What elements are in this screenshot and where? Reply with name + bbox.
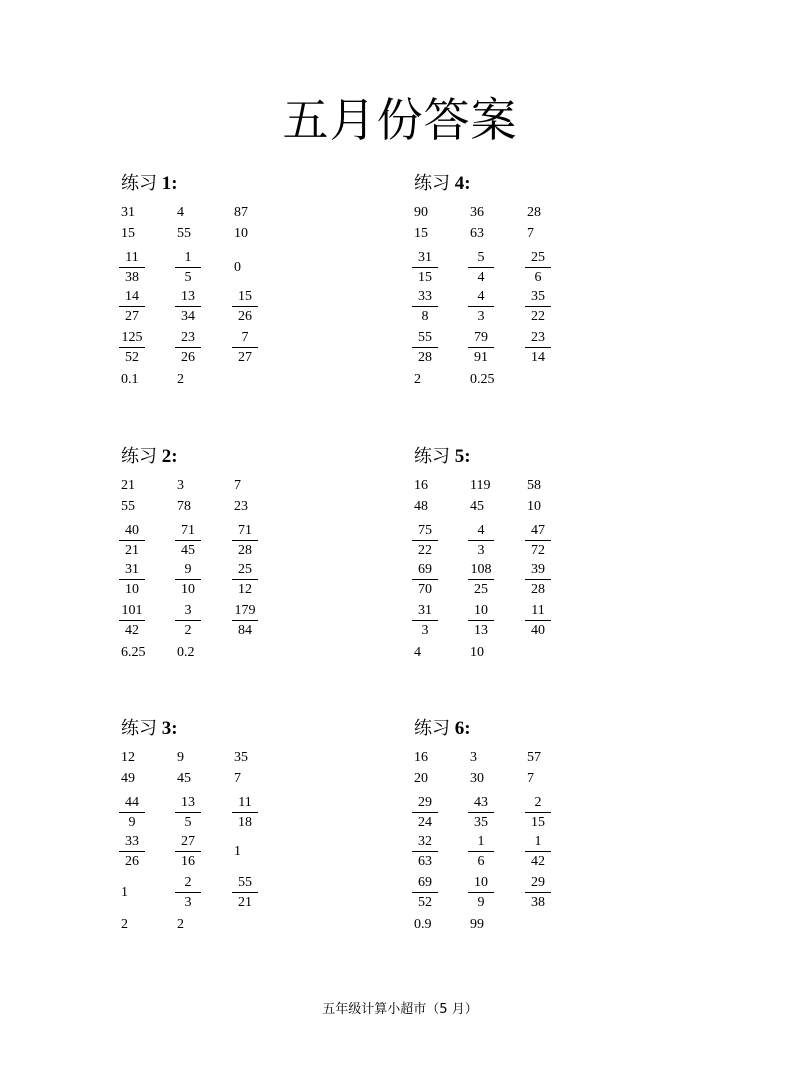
fraction-answer <box>525 523 551 559</box>
denominator: 52 <box>125 350 139 365</box>
numerator: 55 <box>238 875 252 890</box>
fraction-bar <box>175 620 201 621</box>
fraction-bar <box>525 267 551 268</box>
fraction-answer <box>232 523 258 559</box>
numerator: 101 <box>121 603 143 618</box>
answer-value: 2 <box>177 372 184 387</box>
answer-value: 2 <box>177 917 184 932</box>
denominator: 40 <box>531 623 545 638</box>
numerator: 71 <box>238 523 252 538</box>
fraction-answer <box>119 795 145 831</box>
fraction-bar <box>412 306 438 307</box>
fraction-answer <box>175 523 201 559</box>
answer-value: 49 <box>121 771 135 786</box>
exercise-section <box>121 717 361 957</box>
exercise-label: 练习 <box>414 446 450 467</box>
fraction-bar <box>175 579 201 580</box>
answer-value: 2 <box>414 372 421 387</box>
denominator: 27 <box>125 309 139 324</box>
numerator: 44 <box>125 795 139 810</box>
fraction-answer <box>412 562 438 598</box>
fraction-bar <box>175 347 201 348</box>
exercise-section <box>121 445 361 685</box>
numerator: 23 <box>531 330 545 345</box>
fraction-answer <box>175 562 201 598</box>
denominator: 2 <box>184 623 192 638</box>
fraction-answer <box>119 523 145 559</box>
answer-value: 4 <box>177 205 184 220</box>
answer-value: 0 <box>234 260 241 275</box>
fraction-answer <box>175 834 201 870</box>
fraction-answer <box>412 523 438 559</box>
denominator: 3 <box>477 309 485 324</box>
fraction-answer <box>412 289 438 325</box>
denominator: 4 <box>477 270 485 285</box>
answer-value: 1 <box>234 844 241 859</box>
denominator: 9 <box>477 895 485 910</box>
numerator: 27 <box>181 834 195 849</box>
exercise-label: 练习 <box>121 718 157 739</box>
answer-value: 0.25 <box>470 372 495 387</box>
numerator: 1 <box>477 834 485 849</box>
exercise-title <box>121 445 178 469</box>
denominator: 22 <box>418 543 432 558</box>
fraction-bar <box>412 812 438 813</box>
denominator: 38 <box>125 270 139 285</box>
answer-value: 35 <box>234 750 248 765</box>
exercise-section <box>414 172 654 412</box>
answer-value: 20 <box>414 771 428 786</box>
fraction-bar <box>525 347 551 348</box>
numerator: 10 <box>474 875 488 890</box>
fraction-bar <box>119 306 145 307</box>
page-title: 五月份答案 <box>282 93 518 147</box>
exercise-title <box>414 445 471 469</box>
numerator: 35 <box>531 289 545 304</box>
denominator: 15 <box>531 815 545 830</box>
numerator: 13 <box>181 289 195 304</box>
denominator: 42 <box>531 854 545 869</box>
fraction-answer <box>412 875 438 911</box>
numerator: 71 <box>181 523 195 538</box>
exercise-title <box>414 172 471 196</box>
exercise-number: 6: <box>450 718 471 739</box>
fraction-answer <box>525 875 551 911</box>
answer-value: 7 <box>234 771 241 786</box>
fraction-bar <box>468 267 494 268</box>
numerator: 9 <box>184 562 192 577</box>
denominator: 26 <box>125 854 139 869</box>
fraction-bar <box>232 892 258 893</box>
answer-value: 90 <box>414 205 428 220</box>
answer-value: 9 <box>177 750 184 765</box>
fraction-answer <box>468 795 494 831</box>
answer-value: 31 <box>121 205 135 220</box>
fraction-answer <box>468 250 494 286</box>
fraction-bar <box>525 540 551 541</box>
fraction-answer <box>119 250 145 286</box>
numerator: 31 <box>418 250 432 265</box>
fraction-answer <box>232 330 258 366</box>
fraction-bar <box>175 306 201 307</box>
fraction-bar <box>468 892 494 893</box>
denominator: 28 <box>418 350 432 365</box>
answer-value: 6.25 <box>121 645 146 660</box>
exercise-label: 练习 <box>121 446 157 467</box>
fraction-answer <box>119 603 145 639</box>
denominator: 15 <box>418 270 432 285</box>
numerator: 69 <box>418 562 432 577</box>
fraction-bar <box>525 892 551 893</box>
numerator: 33 <box>125 834 139 849</box>
denominator: 18 <box>238 815 252 830</box>
numerator: 29 <box>418 795 432 810</box>
numerator: 47 <box>531 523 545 538</box>
answer-value: 36 <box>470 205 484 220</box>
fraction-answer <box>232 289 258 325</box>
fraction-bar <box>525 851 551 852</box>
exercise-title <box>414 717 471 741</box>
fraction-answer <box>175 330 201 366</box>
denominator: 3 <box>421 623 429 638</box>
fraction-answer <box>175 603 201 639</box>
answer-value: 55 <box>121 499 135 514</box>
numerator: 108 <box>470 562 492 577</box>
fraction-bar <box>525 306 551 307</box>
answer-value: 1 <box>121 885 128 900</box>
denominator: 24 <box>418 815 432 830</box>
denominator: 13 <box>474 623 488 638</box>
fraction-answer <box>412 603 438 639</box>
fraction-answer <box>232 603 258 639</box>
fraction-bar <box>119 851 145 852</box>
answer-value: 10 <box>527 499 541 514</box>
exercise-number: 4: <box>450 173 471 194</box>
answer-value: 0.9 <box>414 917 432 932</box>
denominator: 45 <box>181 543 195 558</box>
exercise-label: 练习 <box>414 173 450 194</box>
answer-value: 78 <box>177 499 191 514</box>
exercise-number: 3: <box>157 718 178 739</box>
denominator: 21 <box>125 543 139 558</box>
numerator: 13 <box>181 795 195 810</box>
numerator: 32 <box>418 834 432 849</box>
fraction-answer <box>175 250 201 286</box>
fraction-answer <box>468 289 494 325</box>
fraction-bar <box>525 812 551 813</box>
answer-value: 48 <box>414 499 428 514</box>
fraction-bar <box>468 540 494 541</box>
fraction-bar <box>232 812 258 813</box>
exercise-label: 练习 <box>121 173 157 194</box>
denominator: 14 <box>531 350 545 365</box>
numerator: 11 <box>531 603 545 618</box>
fraction-answer <box>525 603 551 639</box>
fraction-answer <box>119 562 145 598</box>
fraction-bar <box>468 347 494 348</box>
fraction-bar <box>175 812 201 813</box>
fraction-bar <box>468 620 494 621</box>
answer-value: 55 <box>177 226 191 241</box>
denominator: 22 <box>531 309 545 324</box>
answer-value: 63 <box>470 226 484 241</box>
denominator: 26 <box>238 309 252 324</box>
exercise-number: 2: <box>157 446 178 467</box>
fraction-answer <box>525 289 551 325</box>
fraction-answer <box>468 523 494 559</box>
answer-value: 0.2 <box>177 645 195 660</box>
denominator: 25 <box>474 582 488 597</box>
answer-value: 21 <box>121 478 135 493</box>
fraction-answer <box>525 562 551 598</box>
fraction-answer <box>119 834 145 870</box>
fraction-bar <box>175 540 201 541</box>
numerator: 15 <box>238 289 252 304</box>
exercise-title <box>121 172 178 196</box>
numerator: 4 <box>477 523 485 538</box>
denominator: 91 <box>474 350 488 365</box>
numerator: 125 <box>121 330 143 345</box>
numerator: 75 <box>418 523 432 538</box>
fraction-bar <box>468 306 494 307</box>
numerator: 2 <box>534 795 542 810</box>
exercise-section <box>121 172 361 412</box>
answer-value: 23 <box>234 499 248 514</box>
fraction-bar <box>119 620 145 621</box>
answer-value: 99 <box>470 917 484 932</box>
numerator: 39 <box>531 562 545 577</box>
fraction-answer <box>525 834 551 870</box>
numerator: 10 <box>474 603 488 618</box>
fraction-bar <box>232 540 258 541</box>
numerator: 11 <box>238 795 252 810</box>
denominator: 12 <box>238 582 252 597</box>
denominator: 28 <box>531 582 545 597</box>
fraction-answer <box>175 795 201 831</box>
denominator: 52 <box>418 895 432 910</box>
numerator: 7 <box>241 330 249 345</box>
answer-value: 15 <box>414 226 428 241</box>
fraction-answer <box>119 330 145 366</box>
answer-value: 16 <box>414 478 428 493</box>
denominator: 5 <box>184 815 192 830</box>
fraction-bar <box>119 540 145 541</box>
fraction-bar <box>525 579 551 580</box>
fraction-bar <box>525 620 551 621</box>
numerator: 179 <box>234 603 256 618</box>
denominator: 3 <box>477 543 485 558</box>
numerator: 1 <box>534 834 542 849</box>
fraction-bar <box>468 579 494 580</box>
numerator: 25 <box>238 562 252 577</box>
fraction-answer <box>468 603 494 639</box>
fraction-bar <box>232 347 258 348</box>
fraction-bar <box>412 579 438 580</box>
exercise-section <box>414 445 654 685</box>
exercise-number: 5: <box>450 446 471 467</box>
answer-value: 58 <box>527 478 541 493</box>
fraction-answer <box>175 289 201 325</box>
exercise-title <box>121 717 178 741</box>
fraction-answer <box>119 289 145 325</box>
fraction-answer <box>412 834 438 870</box>
exercise-section <box>414 717 654 957</box>
denominator: 16 <box>181 854 195 869</box>
answer-value: 2 <box>121 917 128 932</box>
fraction-answer <box>525 795 551 831</box>
numerator: 5 <box>477 250 485 265</box>
answer-value: 28 <box>527 205 541 220</box>
fraction-bar <box>412 540 438 541</box>
numerator: 40 <box>125 523 139 538</box>
denominator: 6 <box>477 854 485 869</box>
page-footer: 五年级计算小超市（5 月） <box>322 1002 478 1017</box>
answer-value: 0.1 <box>121 372 139 387</box>
denominator: 5 <box>184 270 192 285</box>
fraction-answer <box>468 330 494 366</box>
fraction-bar <box>412 851 438 852</box>
fraction-answer <box>412 795 438 831</box>
numerator: 11 <box>125 250 139 265</box>
numerator: 29 <box>531 875 545 890</box>
answer-value: 10 <box>470 645 484 660</box>
fraction-bar <box>232 306 258 307</box>
numerator: 4 <box>477 289 485 304</box>
fraction-bar <box>468 851 494 852</box>
fraction-answer <box>468 834 494 870</box>
denominator: 21 <box>238 895 252 910</box>
fraction-answer <box>525 330 551 366</box>
answer-value: 3 <box>177 478 184 493</box>
answer-value: 4 <box>414 645 421 660</box>
fraction-answer <box>175 875 201 911</box>
numerator: 2 <box>184 875 192 890</box>
answer-value: 16 <box>414 750 428 765</box>
numerator: 25 <box>531 250 545 265</box>
numerator: 69 <box>418 875 432 890</box>
numerator: 1 <box>184 250 192 265</box>
answer-value: 45 <box>177 771 191 786</box>
denominator: 27 <box>238 350 252 365</box>
denominator: 70 <box>418 582 432 597</box>
fraction-bar <box>119 579 145 580</box>
answer-value: 7 <box>234 478 241 493</box>
fraction-bar <box>468 812 494 813</box>
fraction-answer <box>468 562 494 598</box>
fraction-bar <box>412 267 438 268</box>
answer-value: 87 <box>234 205 248 220</box>
fraction-bar <box>412 620 438 621</box>
denominator: 35 <box>474 815 488 830</box>
fraction-bar <box>119 812 145 813</box>
numerator: 79 <box>474 330 488 345</box>
answer-value: 119 <box>470 478 491 493</box>
denominator: 10 <box>125 582 139 597</box>
answer-value: 12 <box>121 750 135 765</box>
fraction-answer <box>468 875 494 911</box>
numerator: 3 <box>184 603 192 618</box>
fraction-bar <box>232 620 258 621</box>
denominator: 28 <box>238 543 252 558</box>
denominator: 6 <box>534 270 542 285</box>
fraction-bar <box>119 267 145 268</box>
fraction-answer <box>412 250 438 286</box>
numerator: 33 <box>418 289 432 304</box>
answer-value: 7 <box>527 226 534 241</box>
exercise-number: 1: <box>157 173 178 194</box>
answer-value: 15 <box>121 226 135 241</box>
fraction-bar <box>175 267 201 268</box>
fraction-answer <box>232 795 258 831</box>
fraction-answer <box>525 250 551 286</box>
answer-value: 57 <box>527 750 541 765</box>
denominator: 34 <box>181 309 195 324</box>
denominator: 63 <box>418 854 432 869</box>
denominator: 84 <box>238 623 252 638</box>
numerator: 14 <box>125 289 139 304</box>
denominator: 26 <box>181 350 195 365</box>
denominator: 38 <box>531 895 545 910</box>
fraction-bar <box>175 892 201 893</box>
fraction-bar <box>119 347 145 348</box>
answer-value: 10 <box>234 226 248 241</box>
numerator: 31 <box>125 562 139 577</box>
answer-value: 45 <box>470 499 484 514</box>
numerator: 23 <box>181 330 195 345</box>
denominator: 8 <box>421 309 429 324</box>
denominator: 10 <box>181 582 195 597</box>
fraction-answer <box>232 562 258 598</box>
fraction-bar <box>175 851 201 852</box>
numerator: 43 <box>474 795 488 810</box>
denominator: 9 <box>128 815 136 830</box>
answer-value: 30 <box>470 771 484 786</box>
fraction-answer <box>232 875 258 911</box>
fraction-bar <box>232 579 258 580</box>
numerator: 31 <box>418 603 432 618</box>
answer-value: 7 <box>527 771 534 786</box>
numerator: 55 <box>418 330 432 345</box>
denominator: 42 <box>125 623 139 638</box>
denominator: 72 <box>531 543 545 558</box>
exercise-label: 练习 <box>414 718 450 739</box>
denominator: 3 <box>184 895 192 910</box>
answer-value: 3 <box>470 750 477 765</box>
fraction-bar <box>412 347 438 348</box>
fraction-bar <box>412 892 438 893</box>
fraction-answer <box>412 330 438 366</box>
